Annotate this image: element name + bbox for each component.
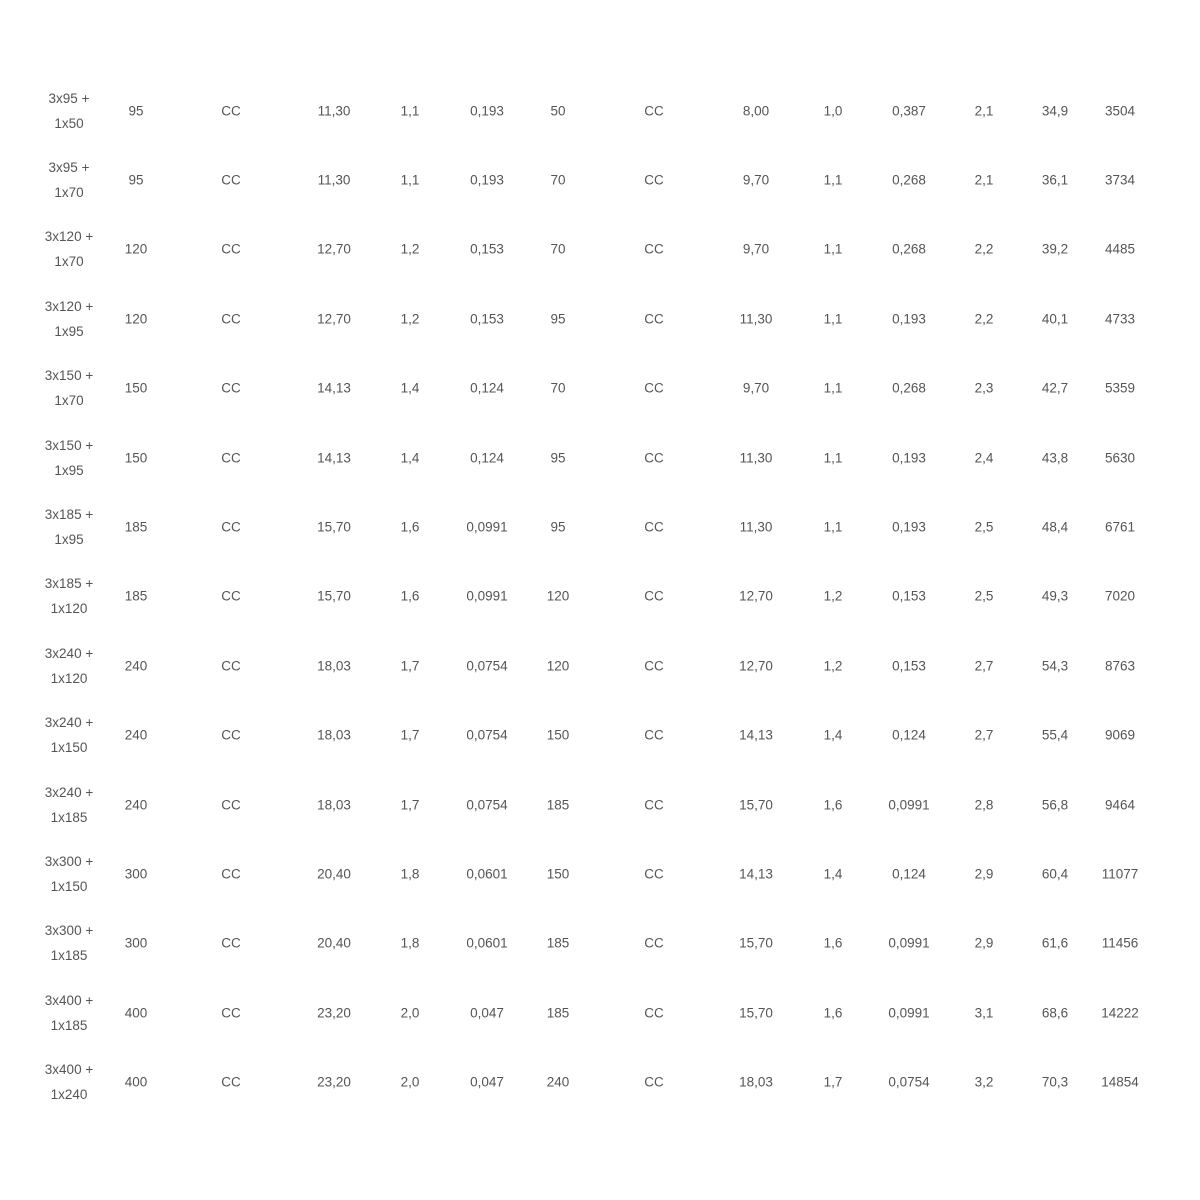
table-cell: 185 (124, 588, 148, 604)
table-row (0, 770, 1200, 839)
table-cell: 15,70 (317, 519, 351, 535)
section-line: 1x150 (50, 878, 88, 894)
table-cell: 1,2 (823, 658, 843, 674)
table-cell: 0,0754 (888, 1074, 930, 1090)
table-cell: CC (644, 727, 664, 743)
table-cell: 68,6 (1041, 1005, 1069, 1021)
table-row (0, 1047, 1200, 1116)
table-cell: 1,1 (823, 380, 843, 396)
table-cell: 150 (546, 727, 570, 743)
table-cell: 6761 (1104, 519, 1136, 535)
table-cell: 0,153 (470, 311, 504, 327)
table-cell: 14222 (1101, 1005, 1139, 1021)
table-cell: CC (644, 311, 664, 327)
table-cell: 18,03 (317, 727, 351, 743)
table-cell: CC (221, 380, 241, 396)
section-line: 3x300 + (44, 923, 94, 939)
section-line: 3x240 + (44, 715, 94, 731)
section-cell (45, 918, 93, 968)
table-cell: 2,9 (974, 935, 994, 951)
table-cell: 15,70 (317, 588, 351, 604)
table-cell: 70 (550, 241, 566, 257)
table-cell: 40,1 (1041, 311, 1069, 327)
table-cell: 185 (546, 797, 570, 813)
table-cell: 14,13 (739, 866, 773, 882)
table-cell: 50 (550, 103, 566, 119)
table-row (0, 76, 1200, 145)
table-cell: 12,70 (317, 241, 351, 257)
table-cell: 0,268 (892, 380, 926, 396)
section-line: 1x120 (50, 601, 88, 617)
table-cell: 0,268 (892, 172, 926, 188)
table-cell: 1,1 (400, 172, 420, 188)
table-row (0, 215, 1200, 284)
table-cell: 1,1 (400, 103, 420, 119)
table-cell: 0,193 (892, 519, 926, 535)
section-line: 3x185 + (44, 507, 94, 523)
table-row (0, 562, 1200, 631)
table-cell: 42,7 (1041, 380, 1069, 396)
table-cell: 11,30 (317, 172, 351, 188)
section-cell (49, 86, 90, 136)
table-cell: 120 (124, 311, 148, 327)
table-cell: 14,13 (739, 727, 773, 743)
table-cell: 0,124 (470, 380, 504, 396)
table-cell: 18,03 (317, 658, 351, 674)
table-cell: 9,70 (742, 380, 770, 396)
section-cell (49, 155, 90, 205)
table-cell: 2,2 (974, 311, 994, 327)
table-cell: 300 (124, 866, 148, 882)
table-cell: 70,3 (1041, 1074, 1069, 1090)
section-cell (45, 780, 93, 830)
table-cell: 4485 (1104, 241, 1136, 257)
table-cell: 0,0991 (888, 1005, 930, 1021)
table-cell: 1,7 (400, 658, 420, 674)
cable-spec-table (0, 76, 1200, 1117)
table-cell: 23,20 (317, 1005, 351, 1021)
section-cell (45, 1057, 93, 1107)
table-cell: 1,6 (400, 519, 420, 535)
table-cell: 8,00 (742, 103, 770, 119)
table-cell: 14,13 (317, 450, 351, 466)
table-cell: CC (644, 658, 664, 674)
table-cell: 400 (124, 1005, 148, 1021)
table-cell: 2,3 (974, 380, 994, 396)
table-cell: CC (221, 935, 241, 951)
table-cell: 1,4 (400, 450, 420, 466)
table-cell: 0,124 (892, 866, 926, 882)
section-line: 3x95 + (48, 90, 90, 106)
table-cell: CC (221, 450, 241, 466)
table-cell: 1,1 (823, 241, 843, 257)
table-cell: 43,8 (1041, 450, 1069, 466)
table-cell: 0,0991 (888, 797, 930, 813)
table-cell: 240 (124, 658, 148, 674)
table-cell: 1,7 (400, 797, 420, 813)
table-cell: 1,2 (400, 311, 420, 327)
table-cell: 55,4 (1041, 727, 1069, 743)
table-cell: CC (644, 1005, 664, 1021)
table-cell: 1,1 (823, 172, 843, 188)
table-cell: CC (221, 797, 241, 813)
table-cell: 11456 (1101, 935, 1139, 951)
table-cell: 1,7 (400, 727, 420, 743)
table-cell: 1,6 (400, 588, 420, 604)
table-cell: 2,8 (974, 797, 994, 813)
table-cell: 7020 (1104, 588, 1136, 604)
table-cell: 95 (550, 450, 566, 466)
section-line: 1x95 (54, 323, 84, 339)
section-cell (45, 433, 93, 483)
section-line: 3x150 + (44, 437, 94, 453)
table-cell: 9,70 (742, 241, 770, 257)
section-cell (45, 224, 93, 274)
table-cell: 1,1 (823, 519, 843, 535)
table-cell: 11077 (1101, 866, 1139, 882)
table-cell: 240 (546, 1074, 570, 1090)
section-line: 1x70 (54, 254, 84, 270)
table-cell: CC (221, 172, 241, 188)
section-cell (45, 363, 93, 413)
table-cell: 1,2 (823, 588, 843, 604)
table-cell: 15,70 (739, 1005, 773, 1021)
table-cell: 2,1 (974, 172, 994, 188)
table-cell: 2,5 (974, 588, 994, 604)
table-cell: CC (644, 450, 664, 466)
table-cell: 150 (546, 866, 570, 882)
table-cell: CC (644, 935, 664, 951)
table-cell: CC (221, 658, 241, 674)
table-cell: 15,70 (739, 797, 773, 813)
section-cell (45, 502, 93, 552)
table-cell: 150 (124, 380, 148, 396)
table-cell: 0,268 (892, 241, 926, 257)
section-line: 1x50 (54, 115, 84, 131)
section-line: 1x95 (54, 532, 84, 548)
table-cell: 0,0601 (466, 866, 508, 882)
section-line: 1x70 (54, 185, 84, 201)
table-cell: 0,0754 (466, 797, 508, 813)
table-cell: 0,124 (470, 450, 504, 466)
section-line: 3x120 + (44, 298, 94, 314)
table-cell: CC (644, 588, 664, 604)
table-cell: 2,0 (400, 1074, 420, 1090)
section-line: 1x185 (50, 809, 88, 825)
table-cell: 1,4 (823, 727, 843, 743)
table-cell: 12,70 (739, 588, 773, 604)
table-cell: CC (221, 1005, 241, 1021)
table-cell: 14,13 (317, 380, 351, 396)
table-cell: 34,9 (1041, 103, 1069, 119)
section-cell (45, 294, 93, 344)
section-line: 1x150 (50, 740, 88, 756)
table-cell: 60,4 (1041, 866, 1069, 882)
table-row (0, 284, 1200, 353)
table-cell: 20,40 (317, 866, 351, 882)
table-cell: 400 (124, 1074, 148, 1090)
table-row (0, 909, 1200, 978)
section-cell (45, 571, 93, 621)
section-line: 3x120 + (44, 229, 94, 245)
table-cell: 0,0754 (466, 727, 508, 743)
table-row (0, 354, 1200, 423)
table-row (0, 701, 1200, 770)
table-cell: 150 (124, 450, 148, 466)
table-cell: CC (221, 103, 241, 119)
table-cell: 0,153 (892, 588, 926, 604)
table-cell: CC (644, 172, 664, 188)
table-cell: CC (644, 1074, 664, 1090)
table-cell: 12,70 (739, 658, 773, 674)
table-row (0, 839, 1200, 908)
table-cell: 240 (124, 727, 148, 743)
section-line: 3x300 + (44, 853, 94, 869)
table-cell: 120 (124, 241, 148, 257)
table-cell: CC (221, 727, 241, 743)
table-cell: 11,30 (317, 103, 351, 119)
section-cell (45, 641, 93, 691)
table-cell: 185 (546, 1005, 570, 1021)
table-cell: CC (221, 866, 241, 882)
table-cell: 2,5 (974, 519, 994, 535)
table-cell: 11,30 (739, 450, 773, 466)
table-cell: 0,193 (892, 450, 926, 466)
table-cell: CC (221, 1074, 241, 1090)
table-row (0, 492, 1200, 561)
table-cell: 3,1 (974, 1005, 994, 1021)
table-cell: CC (221, 588, 241, 604)
table-cell: 0,193 (470, 172, 504, 188)
table-cell: CC (644, 241, 664, 257)
section-line: 3x185 + (44, 576, 94, 592)
section-line: 1x240 (50, 1087, 88, 1103)
table-cell: 95 (128, 172, 144, 188)
table-cell: 39,2 (1041, 241, 1069, 257)
table-cell: CC (221, 241, 241, 257)
table-cell: 9464 (1104, 797, 1136, 813)
table-cell: 18,03 (739, 1074, 773, 1090)
section-line: 1x70 (54, 393, 84, 409)
table-cell: 54,3 (1041, 658, 1069, 674)
table-cell: 12,70 (317, 311, 351, 327)
section-line: 1x120 (50, 670, 88, 686)
table-cell: 120 (546, 658, 570, 674)
section-line: 1x185 (50, 1017, 88, 1033)
table-cell: 2,1 (974, 103, 994, 119)
table-cell: 1,7 (823, 1074, 843, 1090)
table-cell: 9,70 (742, 172, 770, 188)
table-cell: 14854 (1101, 1074, 1139, 1090)
table-cell: 0,0991 (466, 588, 508, 604)
table-cell: CC (644, 866, 664, 882)
table-cell: 2,2 (974, 241, 994, 257)
section-line: 1x185 (50, 948, 88, 964)
table-cell: 1,6 (823, 797, 843, 813)
table-row (0, 423, 1200, 492)
table-cell: 4733 (1104, 311, 1136, 327)
table-cell: 8763 (1104, 658, 1136, 674)
table-cell: 95 (128, 103, 144, 119)
table-cell: CC (221, 311, 241, 327)
table-cell: CC (644, 519, 664, 535)
table-cell: 120 (546, 588, 570, 604)
table-cell: 23,20 (317, 1074, 351, 1090)
section-line: 3x400 + (44, 1062, 94, 1078)
table-cell: 0,0601 (466, 935, 508, 951)
table-cell: CC (644, 380, 664, 396)
table-cell: 95 (550, 519, 566, 535)
table-cell: 2,0 (400, 1005, 420, 1021)
table-cell: 20,40 (317, 935, 351, 951)
table-cell: 1,0 (823, 103, 843, 119)
table-cell: 1,4 (823, 866, 843, 882)
table-cell: 61,6 (1041, 935, 1069, 951)
section-cell (45, 988, 93, 1038)
table-cell: 0,0754 (466, 658, 508, 674)
table-cell: 2,7 (974, 658, 994, 674)
table-cell: 0,047 (470, 1005, 504, 1021)
table-cell: 9069 (1104, 727, 1136, 743)
section-cell (45, 710, 93, 760)
section-line: 3x240 + (44, 784, 94, 800)
table-cell: 185 (124, 519, 148, 535)
table-cell: 5630 (1104, 450, 1136, 466)
table-cell: 70 (550, 172, 566, 188)
table-cell: 0,0991 (466, 519, 508, 535)
table-cell: 185 (546, 935, 570, 951)
table-cell: 95 (550, 311, 566, 327)
table-cell: 1,8 (400, 935, 420, 951)
table-cell: 0,0991 (888, 935, 930, 951)
table-cell: 18,03 (317, 797, 351, 813)
table-cell: 36,1 (1041, 172, 1069, 188)
table-cell: 11,30 (739, 311, 773, 327)
section-line: 1x95 (54, 462, 84, 478)
table-cell: 0,193 (892, 311, 926, 327)
table-cell: 2,4 (974, 450, 994, 466)
table-cell: 3,2 (974, 1074, 994, 1090)
section-line: 3x240 + (44, 645, 94, 661)
table-cell: 1,8 (400, 866, 420, 882)
section-cell (45, 849, 93, 899)
table-cell: 11,30 (739, 519, 773, 535)
table-cell: 2,9 (974, 866, 994, 882)
table-cell: 48,4 (1041, 519, 1069, 535)
section-line: 3x150 + (44, 368, 94, 384)
table-cell: 0,387 (892, 103, 926, 119)
section-line: 3x95 + (48, 160, 90, 176)
table-cell: 1,6 (823, 935, 843, 951)
table-row (0, 978, 1200, 1047)
table-cell: 0,193 (470, 103, 504, 119)
table-cell: 70 (550, 380, 566, 396)
table-row (0, 145, 1200, 214)
table-cell: 0,047 (470, 1074, 504, 1090)
table-cell: CC (644, 103, 664, 119)
table-cell: 15,70 (739, 935, 773, 951)
table-cell: 1,6 (823, 1005, 843, 1021)
table-cell: 3504 (1104, 103, 1136, 119)
table-cell: 0,153 (470, 241, 504, 257)
table-cell: 0,153 (892, 658, 926, 674)
table-cell: 1,1 (823, 311, 843, 327)
table-cell: 2,7 (974, 727, 994, 743)
table-cell: 0,124 (892, 727, 926, 743)
table-cell: 56,8 (1041, 797, 1069, 813)
table-cell: 1,4 (400, 380, 420, 396)
table-cell: 49,3 (1041, 588, 1069, 604)
section-line: 3x400 + (44, 992, 94, 1008)
table-cell: 240 (124, 797, 148, 813)
table-row (0, 631, 1200, 700)
table-cell: 5359 (1104, 380, 1136, 396)
table-cell: 300 (124, 935, 148, 951)
table-cell: CC (644, 797, 664, 813)
table-cell: CC (221, 519, 241, 535)
table-cell: 1,1 (823, 450, 843, 466)
table-cell: 3734 (1104, 172, 1136, 188)
table-cell: 1,2 (400, 241, 420, 257)
